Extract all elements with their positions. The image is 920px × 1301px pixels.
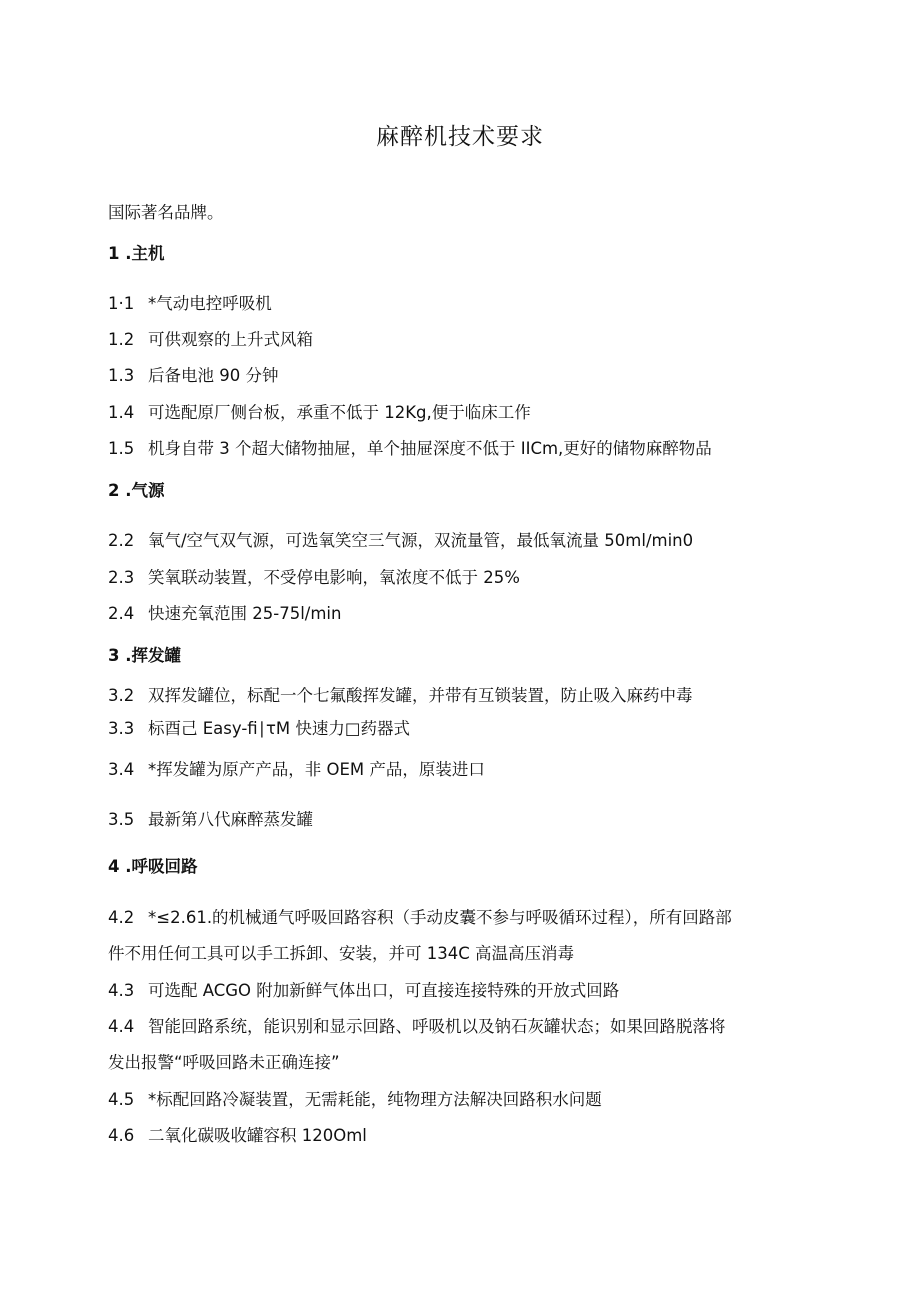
item-text: 氧气/空气双气源，可选氧笑空三气源，双流量管，最低氧流量 50ml∕min0: [148, 531, 694, 550]
item-number: 1·1: [108, 294, 135, 313]
section-heading-vaporizer: 3 .挥发罐: [108, 646, 181, 665]
item-number: 1.3: [108, 366, 135, 385]
item-number: 4.2: [108, 908, 135, 927]
item-number: 4.4: [108, 1017, 135, 1036]
spec-item: [108, 364, 808, 388]
item-text: *气动电控呼吸机: [148, 294, 272, 313]
item-number: 1.5: [108, 439, 135, 458]
item-number: 3.3: [108, 719, 135, 738]
document-title: 麻醉机技术要求: [376, 124, 544, 150]
spec-item: [108, 717, 808, 741]
item-text: *≤2.61.的机械通气呼吸回路容积（手动皮囊不参与呼吸循环过程），所有回路部: [148, 908, 732, 927]
spec-item: [108, 328, 808, 352]
item-text: *标配回路冷凝装置，无需耗能，纯物理方法解决回路积水问题: [148, 1090, 602, 1109]
item-text: 标酉己 Easy-fi∣τM 快速力□药器式: [148, 719, 410, 738]
spec-item: [108, 437, 808, 461]
item-number: 4.3: [108, 981, 135, 1000]
item-text: 可供观察的上升式风箱: [148, 330, 313, 349]
section-heading-breathing-circuit: 4 .呼吸回路: [108, 857, 198, 876]
spec-item: [108, 1124, 808, 1148]
item-text: 智能回路系统，能识别和显示回路、呼吸机以及钠石灰罐状态；如果回路脱落将: [148, 1017, 726, 1036]
item-text: 可选配 ACGO 附加新鲜气体出口，可直接连接特殊的开放式回路: [148, 981, 620, 1000]
item-number: 1.4: [108, 403, 135, 422]
spec-item: [108, 758, 808, 782]
item-number: 2.4: [108, 604, 135, 623]
item-text: 笑氧联动装置，不受停电影响，氧浓度不低于 25%: [148, 568, 520, 587]
spec-item: [108, 1088, 808, 1112]
item-number: 3.4: [108, 760, 135, 779]
intro-text: 国际著名品牌。: [108, 203, 224, 222]
item-text: 快速充氧范围 25-75l/min: [148, 604, 342, 623]
spec-item: [108, 906, 808, 930]
item-number: 2.2: [108, 531, 135, 550]
spec-item-continuation: 件不用任何工具可以手工拆卸、安装，并可 134C 高温高压消毒: [108, 944, 575, 963]
item-text: 最新第八代麻醉蒸发罐: [148, 810, 313, 829]
item-number: 1.2: [108, 330, 135, 349]
item-text: *挥发罐为原产产品，非 OEM 产品，原装进口: [148, 760, 485, 779]
item-text: 双挥发罐位，标配一个七氟酸挥发罐，并带有互锁装置，防止吸入麻药中毒: [148, 686, 693, 705]
spec-item: [108, 292, 808, 316]
item-number: 2.3: [108, 568, 135, 587]
spec-item: [108, 401, 808, 425]
spec-item: [108, 1015, 808, 1039]
spec-item: [108, 602, 808, 626]
item-number: 3.5: [108, 810, 135, 829]
spec-item: [108, 684, 808, 708]
item-text: 机身自带 3 个超大储物抽屉，单个抽屉深度不低于 IICm,更好的储物麻醉物品: [148, 439, 712, 458]
spec-item: [108, 979, 808, 1003]
item-text: 可选配原厂侧台板，承重不低于 12Kg,便于临床工作: [148, 403, 531, 422]
item-text: 二氧化碳吸收罐容积 120Oml: [148, 1126, 367, 1145]
item-number: 3.2: [108, 686, 135, 705]
section-heading-main-unit: 1 .主机: [108, 244, 165, 263]
spec-item-continuation: 发出报警“呼吸回路未正确连接”: [108, 1053, 340, 1072]
spec-item: [108, 808, 808, 832]
item-text: 后备电池 90 分钟: [148, 366, 279, 385]
section-heading-gas-source: 2 .气源: [108, 481, 165, 500]
item-number: 4.6: [108, 1126, 135, 1145]
item-number: 4.5: [108, 1090, 135, 1109]
spec-item: [108, 529, 808, 553]
spec-item: [108, 566, 808, 590]
